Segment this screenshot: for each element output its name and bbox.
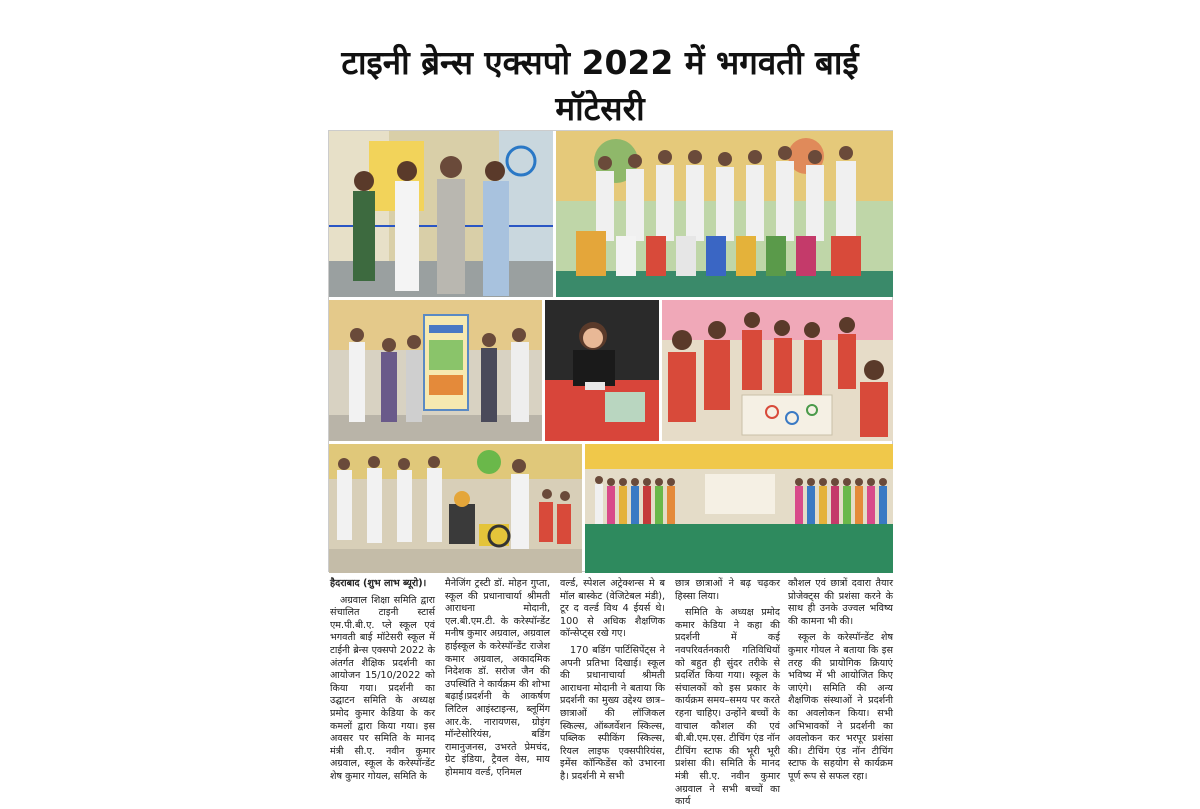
paragraph: अग्रवाल शिक्षा समिति द्वारा संचालित टाइनी स्टार्स एम.पी.बी.ए. प्ले स्कूल एवं भगवती बाई मॉटेसरी स्कूल में टाईनी ब्रेन्स एक्सपो 2022 के अंतर्गत शैक्षिक प्रदर्शनी का आयोजन 15/10/2022 को किया गया। प्रदर्शनी का उद्घाटन समिति के अध्यक्ष प्रमोद कुमार केडिया के कर कमलों द्वारा किया गया। इस अवसर पर समिति के मानद मंत्री सी.ए. नवीन कुमार अग्रवाल, स्कूल के करेस्पॉन्डेंट शेष कुमार गोयल, समिति के (330, 594, 435, 782)
paragraph: कौशल एवं छात्रों दवारा तैयार प्रोजेक्ट्स की प्रशंसा करने के साथ ही उनके उज्वल भविष्य की कामना भी की। (788, 578, 893, 627)
article-column-3 (560, 578, 665, 793)
article-column-5 (788, 578, 893, 793)
photo-exhibition-visit (329, 444, 582, 573)
photo-children-activity (662, 300, 893, 441)
photo-dignitaries-with-banner (329, 300, 542, 441)
photo-ribbon-cutting (329, 131, 553, 297)
paragraph: स्कूल के करेस्पॉन्डेंट शेष कुमार गोयल ने बताया कि इस तरह की प्रायोगिक क्रियाएं भविष्य में भी आयोजित किए जाएंगे। समिति की अन्य शैक्षणिक संस्थाओं ने प्रदर्शनी का अवलोकन किया। सभी अभिभावकों ने प्रदर्शनी का अवलोकन कर भरपूर प्रशंसा की। टीचिंग एंड नॉन टीचिंग स्टाफ के सहयोग से कार्यक्रम पूर्ण रूप से सफल रहा। (788, 632, 893, 782)
paragraph: मैनेजिंग ट्रस्टी डॉ. मोहन गुप्ता, स्कूल की प्रधानाचार्या श्रीमती आराधना मोदानी, एल.बी.एम.टी. के करेस्पॉन्डेंट मनीष कुमार अग्रवाल, अग्रवाल हाईस्कूल के करेस्पॉन्डेंट राजेश कमार अग्रवाल, अकादमिक निदेशक डॉ. सरोज जैन की उपस्थिति ने कार्यक्रम की शोभा बढ़ाई।प्रदर्शनी के आकर्षण लिटिल आइंस्टाइन्स, ब्लूमिंग आर.के. नारायणस, ग्रोइंग मॉन्टेसोरियंस, बडिंग रामानुजनस, उभरते प्रेमचंद, ग्रेट इंडिया, ट्रैवल वेस, माय होममाय वर्ल्ड, एनिमल (445, 578, 550, 778)
headline-line-1: टाइनी ब्रेन्स एक्सपो 2022 में भगवती बाई मॉटेसरी (341, 43, 859, 128)
article-column-2 (445, 578, 550, 793)
paragraph: 170 बडिंग पार्टिसिपेंट्स ने अपनी प्रतिभा दिखाई। स्कूल की प्रधानाचार्या श्रीमती आराधना मोदानी ने बताया कि प्रदर्शनी का मुख्य उद्देश्य छात्र–छात्राओं की लॉजिकल स्किल्स, ऑब्जर्वेशन स्किल्स, पब्लिक स्पीकिंग स्किल्स, रियल लाइफ एक्सपीरियंस, इमेंस कॉन्फिडेंस को उभारना है। प्रदर्शनी मे सभी (560, 644, 665, 782)
photo-group-with-children-costumes (556, 131, 893, 297)
photo-child-at-desk (545, 300, 659, 441)
paragraph: छात्र छात्राओं ने बढ़ चढ़कर हिस्सा लिया। (675, 578, 780, 602)
photo-assembly-hall (585, 444, 893, 573)
paragraph: वर्ल्ड, स्पेशल अट्रेक्शन्स मे ब मॉल बास्केट (वेजिटेबल मंडी), टूर द वर्ल्ड विथ 4 ईयर्स थे।100 से अधिक शैक्षणिक कॉन्सेप्ट्स रखे गए। (560, 578, 665, 640)
article-column-4 (675, 578, 780, 808)
paragraph: समिति के अध्यक्ष प्रमोद कमार केडिया ने कहा की प्रदर्शनी में कई नवपरिवर्तनकारी गतिविधियों को बहुत ही सुंदर तरीके से प्रदर्शित किया गया। स्कूल के संचालकों को इस प्रकार के कार्यक्रम समय–समय पर करते रहना चाहिए। उन्होंने बच्चों के वाचाल कौशल की एवं बी.बी.एम.एस. टीचिंग एंड नॉन टीचिंग स्टाफ की भूरी भूरी प्रशंसा की। समिति के मानद मंत्री सी.ए. नवीन कुमार अग्रवाल ने सभी बच्चों का कार्य (675, 607, 780, 808)
photo-collage (328, 130, 893, 572)
dateline: हैदराबाद (शुभ लाभ ब्यूरो)। (330, 578, 427, 589)
article-column-1 (330, 578, 435, 793)
article-body (330, 578, 895, 808)
